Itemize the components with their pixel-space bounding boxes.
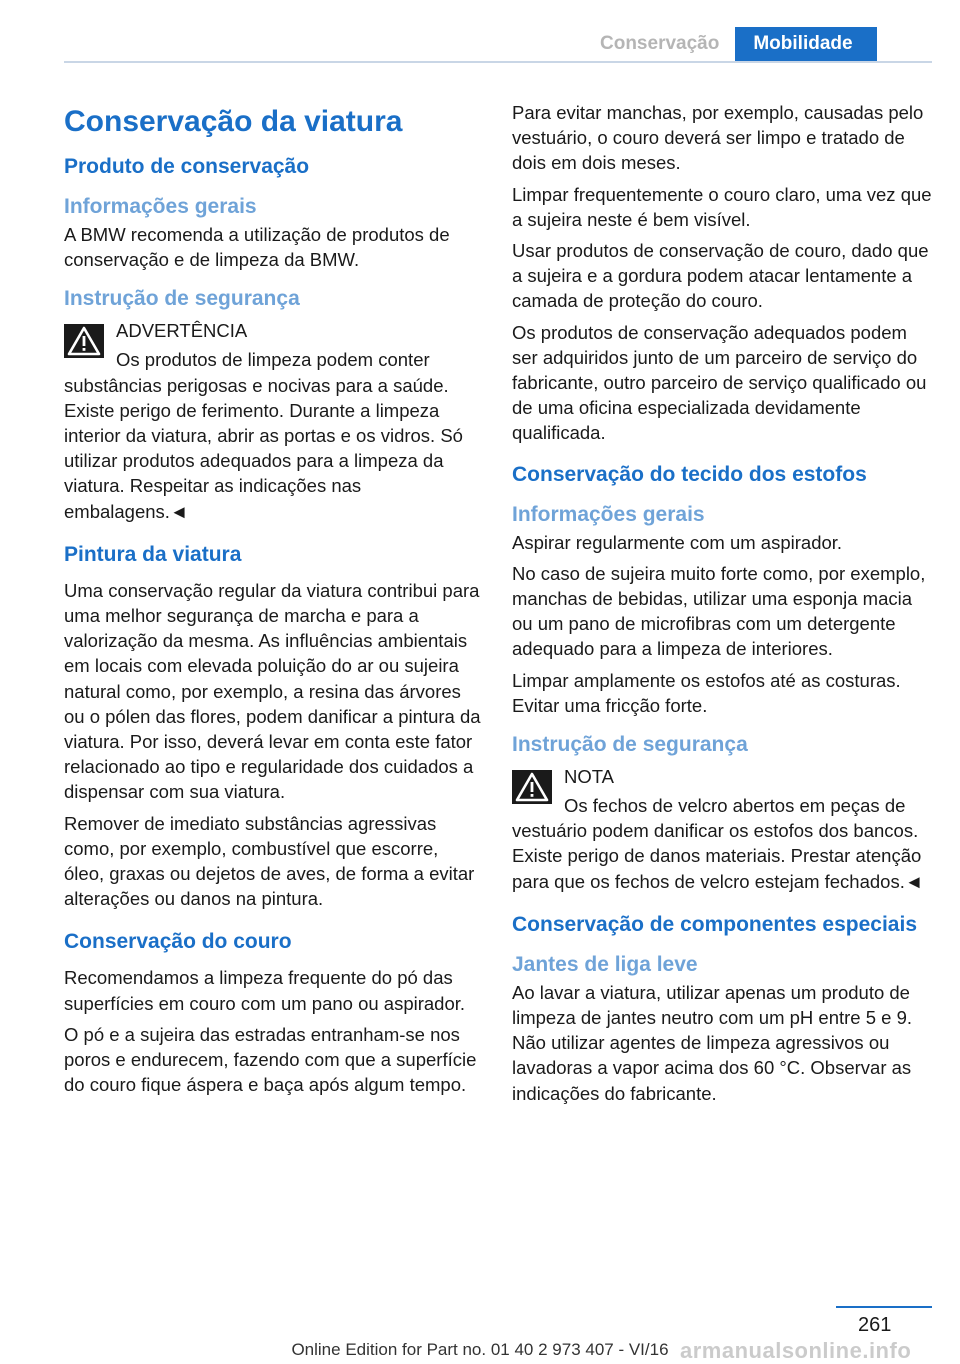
chapter-tab: Conservação [584, 27, 735, 61]
left-column [64, 100, 482, 1103]
warning-icon [64, 324, 104, 358]
paragraph: Ao lavar a viatura, utilizar apenas um produto de limpeza de jantes neutro com um pH entre 5 e 9. Não utilizar agentes de limpeza agressivos ou lavadoras a vapor acima dos 60 °C. Observar as indicações do fabricante. [512, 981, 913, 1104]
paragraph: Limpar amplamente os estofos até as costuras. Evitar uma fricção forte. [512, 669, 901, 716]
subsection-heading: Jantes de liga leve [512, 952, 698, 976]
section-heading: Pintura da viatura [64, 542, 242, 566]
subsection-heading: Informações gerais [512, 502, 705, 526]
paragraph: A BMW recomenda a utilização de produtos de conservação e de limpeza da BMW. [64, 224, 450, 271]
footer-divider [836, 1306, 932, 1308]
page-header [584, 27, 877, 61]
edition-note: Online Edition for Part no. 01 40 2 973 407 - VI/16 [291, 1340, 669, 1359]
paragraph: O pó e a sujeira das estradas entranham-se nos poros e endurecem, fazendo com que a superfície do couro fique áspera e baça após algum tempo. [64, 1023, 477, 1096]
subsection-heading: Instrução de segurança [512, 733, 748, 757]
subsection-heading: Informações gerais [64, 195, 257, 218]
paragraph: Aspirar regularmente com um aspirador. [512, 531, 843, 553]
paragraph: No caso de sujeira muito forte como, por exemplo, manchas de bebidas, utilizar uma esponja macia ou um pano de microfibras com um detergente adequado para a limpeza de interiores. [512, 562, 926, 660]
section-heading: Conservação do couro [64, 930, 292, 954]
right-column [512, 100, 932, 1112]
warning-text: Os produtos de limpeza podem conter substâncias perigosas e nocivas para a saúde. Existe perigo de ferimento. Durante a limpeza interior da viatura, abrir as portas e os vidros. Só utilizar produtos adequados para a limpeza da viatura. Respeitar as indicações nas embalagens.◄ [64, 349, 463, 522]
section-heading: Produto de conservação [64, 155, 310, 178]
warning-title: ADVERTÊNCIA [116, 320, 248, 342]
notice-title: NOTA [564, 766, 615, 788]
paragraph: Remover de imediato substâncias agressivas como, por exemplo, combustível que escorre, óleo, graxas ou dejetos de aves, de forma a evitar alterações ou danos na pintura. [64, 812, 475, 910]
warning-block [64, 318, 482, 523]
section-tab: Mobilidade [735, 27, 876, 61]
page-number: 261 [858, 1314, 892, 1336]
watermark: armanualsonline.info [680, 1338, 912, 1363]
header-divider [64, 61, 932, 63]
notice-text: Os fechos de velcro abertos em peças de vestuário podem danificar os estofos dos bancos. Existe perigo de danos materiais. Prestar atenção para que os fechos de velcro estejam fechados.◄ [512, 795, 924, 892]
section-heading: Conservação do tecido dos estofos [512, 462, 867, 486]
paragraph: Limpar frequentemente o couro claro, uma vez que a sujeira neste é bem visível. [512, 183, 932, 230]
page-title: Conservação da viatura [64, 105, 403, 138]
paragraph: Usar produtos de conservação de couro, dado que a sujeira e a gordura podem atacar lentamente a camada de proteção do couro. [512, 240, 929, 312]
paragraph: Para evitar manchas, por exemplo, causadas pelo vestuário, o couro deverá ser limpo e tratado de dois em dois meses. [512, 102, 924, 174]
paragraph: Recomendamos a limpeza frequente do pó das superfícies em couro com um pano ou aspirador. [64, 967, 466, 1014]
section-heading: Conservação de componentes especiais [512, 912, 917, 936]
paragraph: Uma conservação regular da viatura contribui para uma melhor segurança de marcha e para a valorização da mesma. As influências ambientais em locais com elevada poluição do ar ou sujeira natural como, por exemplo, a resina das árvores ou o pólen das flores, podem danificar a pintura da viatura. Por isso, deverá levar em conta este fator relacionado ao tipo e regularidade dos cuidados a dispensar com sua viatura. [64, 579, 481, 803]
notice-block [512, 764, 932, 894]
paragraph: Os produtos de conservação adequados podem ser adquiridos junto de um parceiro de serviço do fabricante, outro parceiro de serviço qualificado ou de uma oficina especializada devidamente qualificada. [512, 321, 927, 444]
subsection-heading: Instrução de segurança [64, 287, 300, 311]
warning-icon [512, 770, 552, 804]
